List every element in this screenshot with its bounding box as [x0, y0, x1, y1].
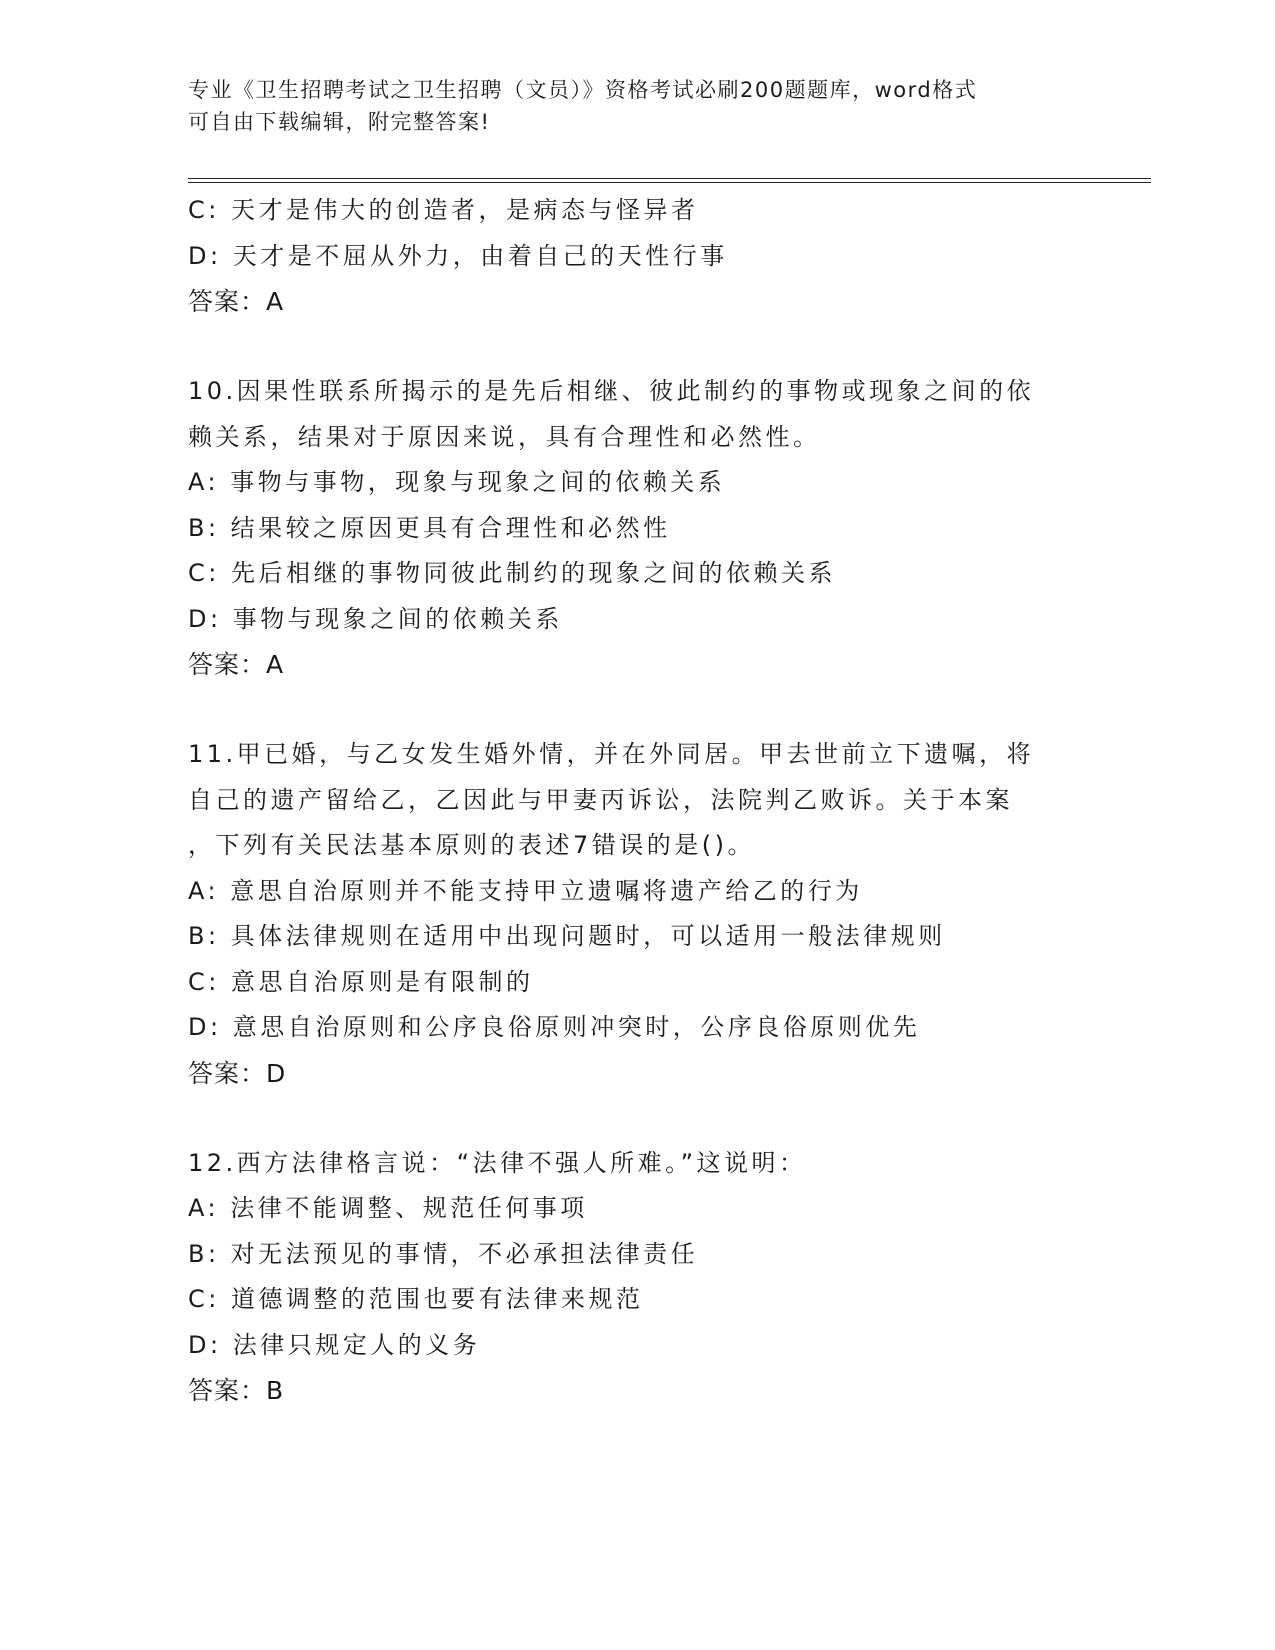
option-d: D: 事物与现象之间的依赖关系 — [188, 604, 563, 633]
answer-line — [188, 1051, 1088, 1097]
option-d: D: 法律只规定人的义务 — [188, 1330, 481, 1359]
option-d: D: 意思自治原则和公序良俗原则冲突时，公序良俗原则优先 — [188, 1013, 921, 1041]
header-line-2: 可自由下载编辑，附完整答案! — [188, 110, 491, 134]
option-a: A: 事物与事物，现象与现象之间的依赖关系 — [188, 468, 726, 496]
option-b: B: 对无法预见的事情，不必承担法律责任 — [188, 1239, 699, 1268]
option-c: C: 道德调整的范围也要有法律来规范 — [188, 1285, 644, 1313]
answer-label: 答案： — [188, 650, 267, 679]
answer-label: 答案： — [188, 1376, 267, 1405]
header-line-1: 专业《卫生招聘考试之卫生招聘（文员）》资格考试必刷200题题库，word格式 — [188, 78, 978, 102]
option-d: D: 天才是不屈从外力，由着自己的天性行事 — [188, 241, 728, 270]
question-stem-line: 自己的遗产留给乙，乙因此与甲妻丙诉讼，法院判乙败诉。关于本案 — [188, 785, 1013, 814]
document-header — [188, 74, 1088, 138]
question-stem-line: ，下列有关民法基本原则的表述7错误的是()。 — [188, 831, 755, 859]
answer-value: B — [266, 1376, 285, 1405]
question-10 — [188, 369, 1088, 688]
option-c: C: 天才是伟大的创造者，是病态与怪异者 — [188, 196, 699, 224]
header-divider-bottom — [188, 182, 1151, 183]
answer-value: D — [266, 1058, 287, 1088]
continued-question — [188, 188, 1088, 325]
answer-line — [188, 279, 1088, 325]
question-content — [188, 188, 1088, 1414]
question-stem-line: 12.西方法律格言说：“法律不强人所难。”这说明： — [188, 1148, 807, 1177]
question-12 — [188, 1141, 1088, 1415]
answer-value: A — [266, 287, 285, 316]
answer-line — [188, 642, 1088, 688]
answer-value: A — [266, 650, 285, 679]
answer-line — [188, 1368, 1088, 1414]
question-stem-line: 11.甲已婚，与乙女发生婚外情，并在外同居。甲去世前立下遗嘱，将 — [188, 740, 1035, 768]
option-c: C: 意思自治原则是有限制的 — [188, 967, 534, 996]
option-c: C: 先后相继的事物同彼此制约的现象之间的依赖关系 — [188, 559, 836, 587]
option-b: B: 具体法律规则在适用中出现问题时，可以适用一般法律规则 — [188, 922, 946, 950]
question-stem-line: 10.因果性联系所揭示的是先后相继、彼此制约的事物或现象之间的依 — [188, 377, 1035, 405]
header-divider-top — [188, 178, 1151, 179]
option-a: A: 法律不能调整、规范任何事项 — [188, 1194, 588, 1222]
answer-label: 答案： — [188, 1058, 267, 1088]
question-stem-line: 赖关系，结果对于原因来说，具有合理性和必然性。 — [188, 422, 821, 451]
option-b: B: 结果较之原因更具有合理性和必然性 — [188, 513, 671, 542]
option-a: A: 意思自治原则并不能支持甲立遗嘱将遗产给乙的行为 — [188, 876, 863, 905]
answer-label: 答案： — [188, 287, 267, 316]
question-11 — [188, 732, 1088, 1097]
